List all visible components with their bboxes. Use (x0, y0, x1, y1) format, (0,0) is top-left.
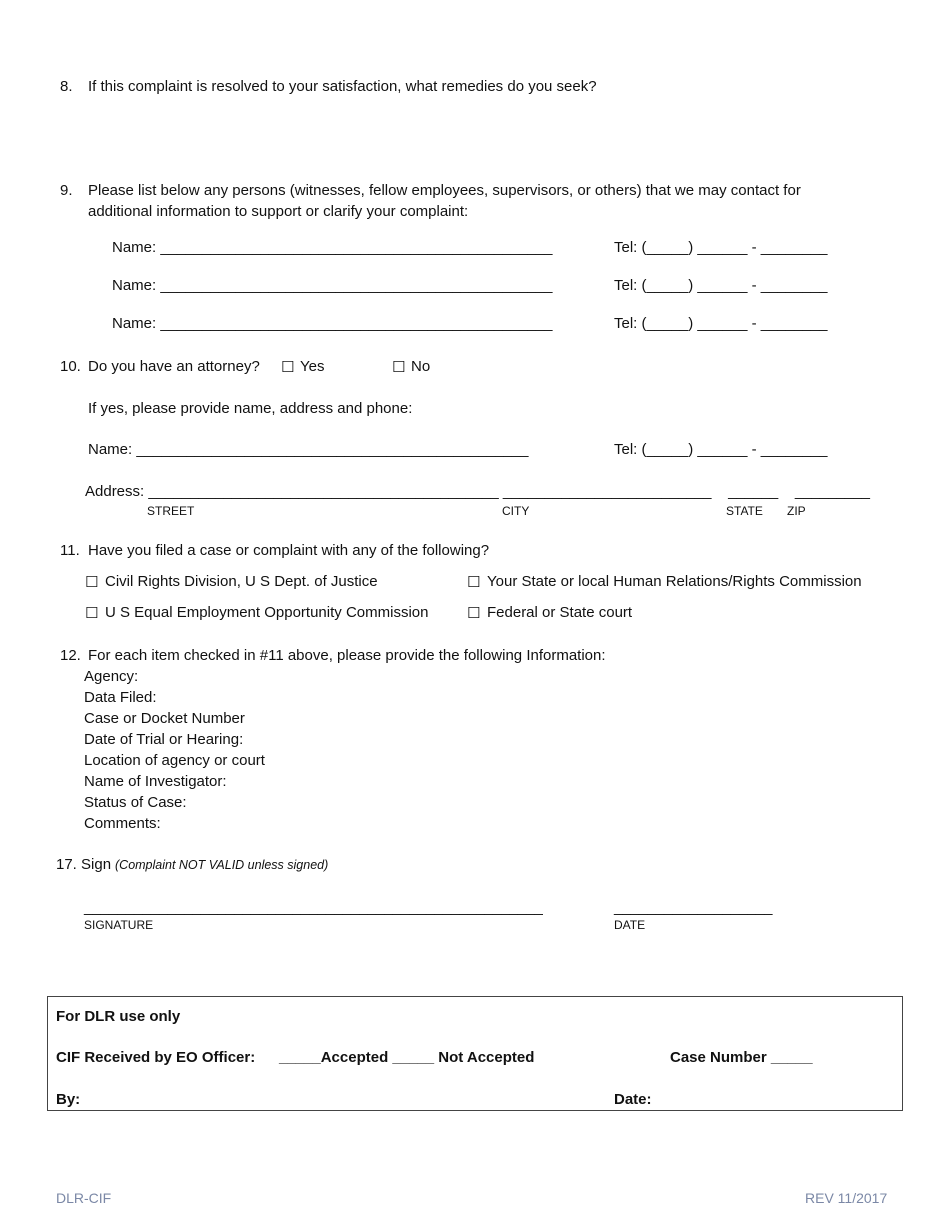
attorney-instructions: If yes, please provide name, address and phone: (88, 400, 413, 417)
q11-number: 11. (60, 542, 80, 559)
case-status-field: Status of Case: (84, 794, 187, 811)
contact-tel-field[interactable]: Tel: (_____) ______ - ________ (614, 239, 828, 256)
docket-number-field: Case or Docket Number (84, 710, 245, 727)
attorney-address-field[interactable]: Address: __________________________________________ _________________________ ______ _________ (85, 483, 870, 500)
civil-rights-label: Civil Rights Division, U S Dept. of Justice (105, 573, 378, 590)
eeoc-label: U S Equal Employment Opportunity Commission (105, 604, 429, 621)
location-field: Location of agency or court (84, 752, 265, 769)
form-id: DLR-CIF (56, 1190, 112, 1206)
state-commission-label: Your State or local Human Relations/Rights Commission (487, 573, 862, 590)
signature-label: SIGNATURE (84, 918, 154, 932)
revision: REV 11/2017 (805, 1190, 888, 1206)
dlr-date-label: Date: (614, 1091, 652, 1108)
by-label: By: (56, 1091, 81, 1108)
q9-number: 9. (60, 182, 73, 199)
attorney-no-label: No (411, 358, 431, 375)
q8-number: 8. (60, 78, 73, 95)
q12-number: 12. (60, 647, 81, 664)
contact-tel-field[interactable]: Tel: (_____) ______ - ________ (614, 315, 828, 332)
investigator-field: Name of Investigator: (84, 773, 227, 790)
q12-text: For each item checked in #11 above, please provide the following Information: (88, 647, 606, 664)
civil-rights-checkbox[interactable]: ☐ (85, 573, 99, 591)
eeoc-checkbox[interactable]: ☐ (85, 604, 99, 622)
attorney-yes-checkbox[interactable]: ☐ (281, 358, 295, 376)
attorney-tel-field[interactable]: Tel: (_____) ______ - ________ (614, 441, 828, 458)
contact-name-field[interactable]: Name: _______________________________________________ (112, 277, 553, 294)
signature-line[interactable]: _______________________________________________________ (84, 899, 543, 916)
date-line[interactable]: ___________________ (614, 899, 773, 916)
date-label: DATE (614, 918, 646, 932)
dlr-title: For DLR use only (56, 1008, 181, 1025)
state-commission-checkbox[interactable]: ☐ (467, 573, 481, 591)
contact-tel-field[interactable]: Tel: (_____) ______ - ________ (614, 277, 828, 294)
city-label: CITY (502, 504, 530, 518)
state-label: STATE (726, 504, 763, 518)
q10-number: 10. (60, 358, 81, 375)
q11-text: Have you filed a case or complaint with any of the following? (88, 542, 490, 559)
sign-label: 17. Sign (56, 856, 112, 873)
attorney-name-field[interactable]: Name: _______________________________________________ (88, 441, 529, 458)
agency-field: Agency: (84, 668, 139, 685)
comments-field: Comments: (84, 815, 161, 832)
sign-note: (Complaint NOT VALID unless signed) (115, 858, 329, 872)
accepted-status: _____Accepted _____ Not Accepted (279, 1049, 535, 1066)
q9-text-line1: Please list below any persons (witnesses, fellow employees, supervisors, or others) that we may contact for (88, 182, 801, 199)
zip-label: ZIP (787, 504, 806, 518)
court-checkbox[interactable]: ☐ (467, 604, 481, 622)
street-label: STREET (147, 504, 195, 518)
attorney-yes-label: Yes (300, 358, 325, 375)
attorney-no-checkbox[interactable]: ☐ (392, 358, 406, 376)
received-label: CIF Received by EO Officer: (56, 1049, 256, 1066)
trial-date-field: Date of Trial or Hearing: (84, 731, 244, 748)
case-number: Case Number _____ (670, 1049, 813, 1066)
date-filed-field: Data Filed: (84, 689, 157, 706)
q10-text: Do you have an attorney? (88, 358, 260, 375)
q9-text-line2: additional information to support or clarify your complaint: (88, 203, 469, 220)
contact-name-field[interactable]: Name: _______________________________________________ (112, 239, 553, 256)
court-label: Federal or State court (487, 604, 633, 621)
q8-text: If this complaint is resolved to your satisfaction, what remedies do you seek? (88, 78, 597, 95)
contact-name-field[interactable]: Name: _______________________________________________ (112, 315, 553, 332)
